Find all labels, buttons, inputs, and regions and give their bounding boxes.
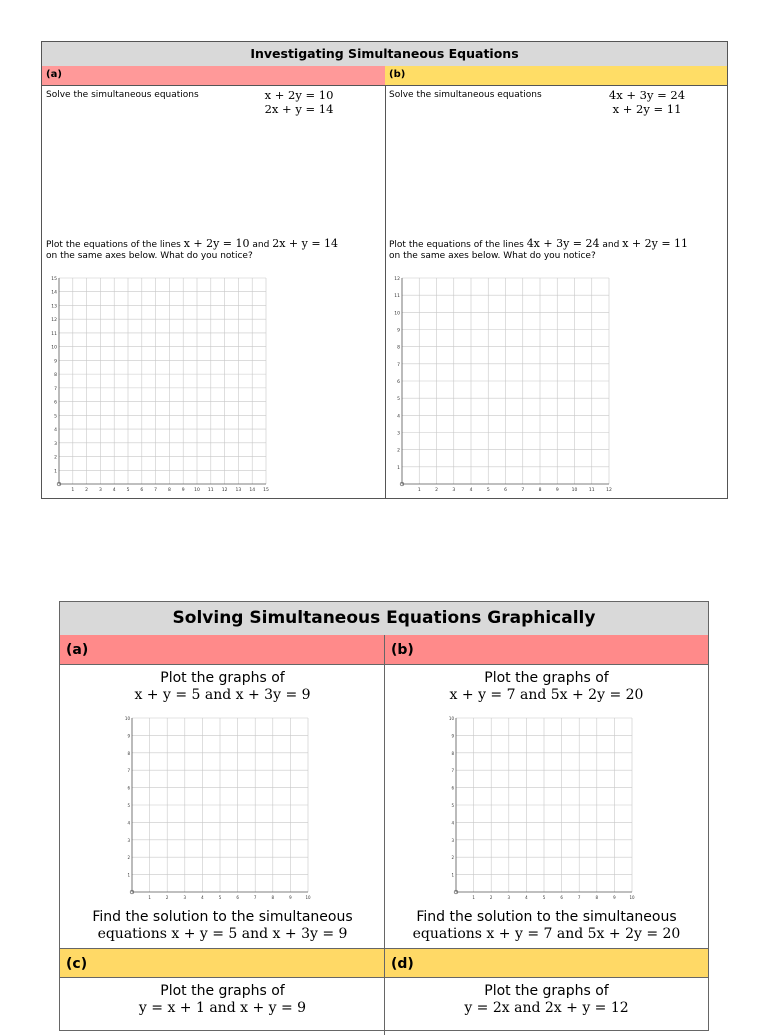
y-tick-label: 15 [51,277,57,282]
y-tick-label: 5 [54,414,57,420]
x-tick-label: 1 [71,488,75,493]
x-tick-label: 2 [165,895,169,900]
x-tick-label: 6 [140,488,144,493]
panel-b-header: (b) [385,635,708,665]
x-tick-label: 1 [417,488,421,493]
y-tick-label: 10 [51,345,57,351]
x-tick-label: 12 [221,488,228,493]
x-tick-label: 11 [588,488,595,493]
plot-equations: x + y = 7 and 5x + 2y = 20 [449,687,644,703]
y-tick-label: 7 [127,768,130,774]
x-tick-label: 10 [571,488,578,493]
find-equations: equations x + y = 5 and x + 3y = 9 [97,926,348,942]
plot-prefix: Plot the equations of the lines [46,240,181,250]
plot-instruction: Plot the graphs of [484,670,609,686]
x-tick-label: 4 [201,895,204,900]
y-tick-label: 4 [54,428,57,434]
y-tick-label: 4 [451,820,454,826]
plot-instruction [46,238,338,262]
plot-instruction: Plot the graphs of [160,983,285,999]
y-tick-label: 7 [451,768,454,774]
plot-prefix: Plot the equations of the lines [389,240,524,250]
solve-instruction: Solve the simultaneous equations [389,90,542,100]
worksheet-investigating [41,41,728,499]
panel-b-question [385,909,708,943]
y-tick-label: 11 [394,294,400,300]
x-tick-label: 6 [504,488,507,493]
y-tick-label: 9 [54,359,57,365]
x-tick-label: 7 [154,488,158,493]
x-tick-label: 3 [507,895,511,900]
y-tick-label: 13 [51,304,57,310]
y-tick-label: 12 [394,277,400,282]
x-tick-label: 8 [271,895,275,900]
axes-grid [391,274,615,496]
x-tick-label: 10 [194,488,200,493]
y-tick-label: 5 [451,803,454,808]
find-instruction: Find the solution to the simultaneous [416,909,677,925]
find-equations: equations x + y = 7 and 5x + 2y = 20 [412,926,681,942]
y-tick-label: 6 [127,785,130,791]
plot-equation-2: 2x + y = 14 [272,237,339,250]
x-tick-label: 12 [606,488,612,493]
x-tick-label: 10 [305,895,311,900]
x-tick-label: 1 [148,895,151,900]
x-tick-label: 6 [560,895,563,900]
axes-grid [124,714,320,900]
x-tick-label: 5 [218,895,222,900]
worksheet-graphical [59,601,709,1031]
worksheet-title: Solving Simultaneous Equations Graphically [60,602,708,636]
y-tick-label: 10 [394,311,400,317]
y-tick-label: 1 [451,872,454,878]
panel-a-prompt [60,670,385,704]
y-tick-label: 6 [451,785,454,791]
equation-2: 2x + y = 14 [264,102,334,116]
y-tick-label: 1 [54,469,57,475]
y-tick-label: 12 [51,318,57,324]
y-tick-label: 10 [448,716,454,721]
x-tick-label: 5 [126,488,130,493]
panel-b-header: (b) [385,66,727,86]
x-tick-label: 2 [85,488,89,493]
axes-grid [448,714,644,900]
plot-equations: y = 2x and 2x + y = 12 [464,1000,629,1016]
y-tick-label: 5 [397,397,400,403]
y-tick-label: 3 [127,837,130,843]
x-tick-label: 9 [613,895,616,900]
x-tick-label: 2 [489,895,493,900]
equation-1: 4x + 3y = 24 [608,88,686,102]
y-tick-label: 8 [397,345,400,351]
x-tick-label: 6 [236,895,239,900]
find-instruction: Find the solution to the simultaneous [92,909,353,925]
panel-b-prompt [385,670,708,704]
panel-a [42,66,386,498]
y-tick-label: 2 [127,855,130,861]
plot-instruction-line2: on the same axes below. What do you notice? [389,251,596,261]
worksheet-title: Investigating Simultaneous Equations [42,42,727,67]
x-tick-label: 8 [538,488,542,493]
panel-c-header: (c) [60,948,385,978]
plot-equation-2: x + 2y = 11 [622,237,689,250]
y-tick-label: 10 [124,716,130,721]
plot-equation-1: 4x + 3y = 24 [526,237,600,250]
x-tick-label: 3 [183,895,187,900]
y-tick-label: 8 [127,750,130,756]
axes-grid [48,274,272,496]
solve-instruction: Solve the simultaneous equations [46,90,199,100]
x-tick-label: 8 [167,488,171,493]
y-tick-label: 7 [54,386,57,392]
x-tick-label: 7 [577,895,581,900]
plot-equations: x + y = 5 and x + 3y = 9 [134,687,311,703]
plot-equations: y = x + 1 and x + y = 9 [138,1000,307,1016]
y-tick-label: 6 [397,380,400,385]
x-tick-label: 9 [181,488,185,493]
y-tick-label: 11 [51,331,57,337]
y-tick-label: 7 [397,362,400,368]
y-tick-label: 9 [397,328,400,334]
equation-2: x + 2y = 11 [612,102,682,116]
y-tick-label: 9 [127,733,130,739]
x-tick-label: 5 [486,488,490,493]
equation-1: x + 2y = 10 [264,88,334,102]
y-tick-label: 9 [451,733,454,739]
x-tick-label: 9 [555,488,559,493]
x-tick-label: 2 [435,488,438,493]
panel-c-prompt [60,983,385,1017]
y-tick-label: 8 [451,750,454,756]
x-tick-label: 7 [521,488,525,493]
x-tick-label: 10 [629,895,635,900]
y-tick-label: 14 [51,290,57,296]
y-tick-label: 6 [54,400,57,406]
x-tick-label: 9 [289,895,292,900]
y-tick-label: 2 [54,455,57,461]
y-tick-label: 1 [127,872,130,878]
y-tick-label: 3 [451,837,454,843]
x-tick-label: 11 [207,488,214,493]
panel-b [385,66,727,498]
x-tick-label: 7 [253,895,257,900]
y-tick-label: 2 [451,855,454,861]
y-tick-label: 4 [127,820,130,826]
x-tick-label: 1 [472,895,475,900]
x-tick-label: 4 [525,895,528,900]
panel-d-header: (d) [385,948,708,978]
x-tick-label: 3 [452,488,456,493]
y-tick-label: 3 [397,431,400,437]
y-tick-label: 8 [54,373,57,379]
plot-instruction [389,238,688,262]
panel-a-question [60,909,385,943]
x-tick-label: 8 [595,895,599,900]
plot-and: and [602,240,620,250]
plot-instruction: Plot the graphs of [484,983,609,999]
y-tick-label: 1 [397,465,400,471]
panel-a-header: (a) [42,66,385,86]
plot-instruction: Plot the graphs of [160,670,285,686]
plot-equation-1: x + 2y = 10 [183,237,250,250]
x-tick-label: 14 [249,488,256,493]
x-tick-label: 4 [469,488,473,493]
y-tick-label: 4 [397,414,400,420]
plot-and: and [252,240,270,250]
x-tick-label: 15 [263,488,269,493]
y-tick-label: 2 [397,448,400,454]
x-tick-label: 5 [542,895,546,900]
plot-instruction-line2: on the same axes below. What do you notice? [46,251,253,261]
x-tick-label: 4 [112,488,116,493]
x-tick-label: 3 [98,488,102,493]
y-tick-label: 3 [54,441,57,447]
y-tick-label: 5 [127,803,130,808]
panel-d-prompt [385,983,708,1017]
x-tick-label: 13 [235,488,242,493]
panel-a-header: (a) [60,635,385,665]
